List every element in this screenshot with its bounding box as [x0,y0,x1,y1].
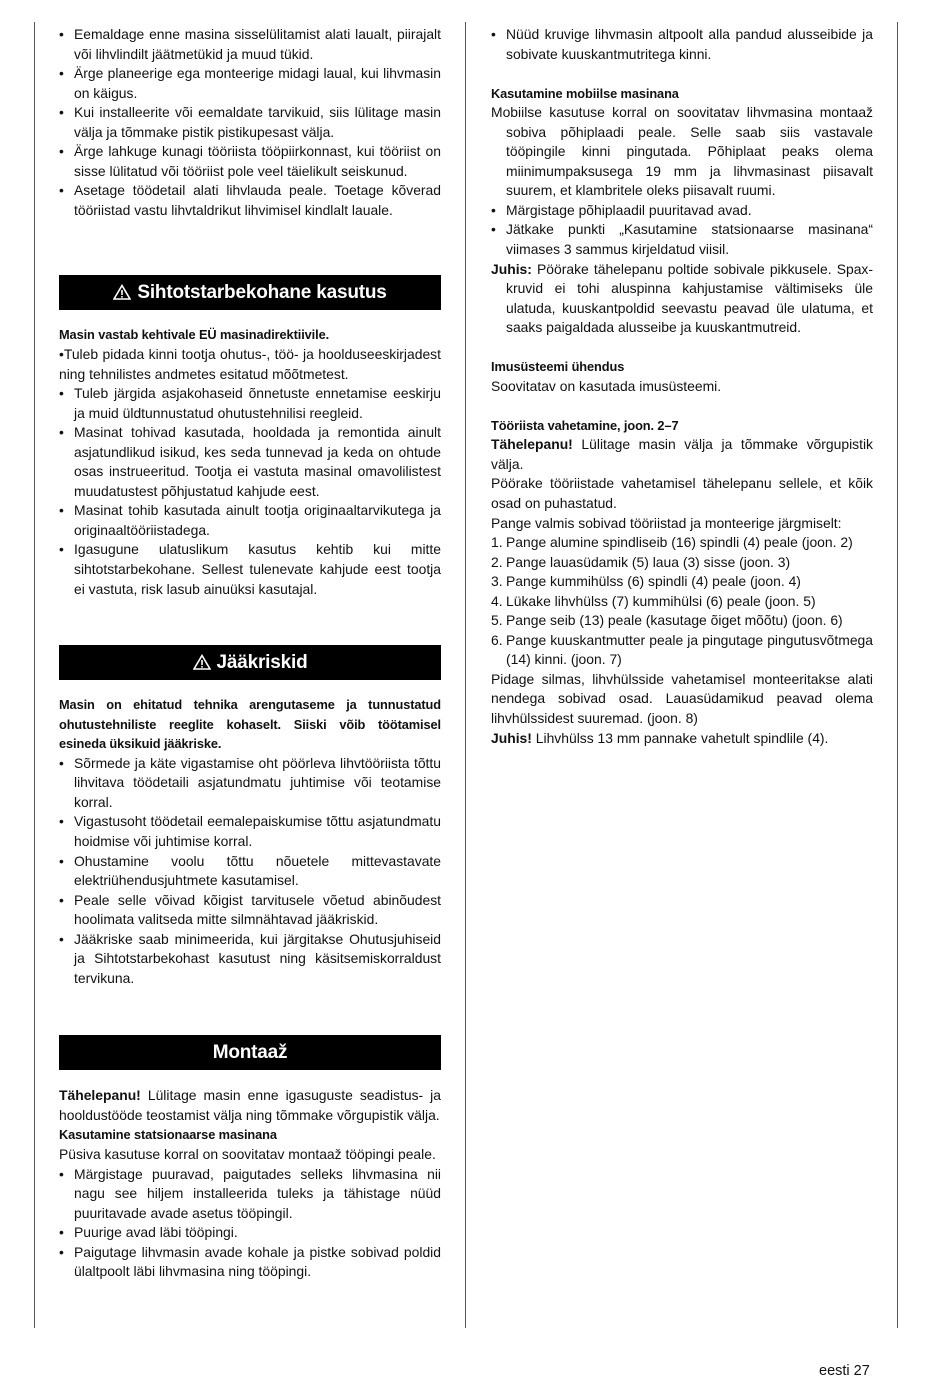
left-column [59,25,441,1282]
hint-label: Juhis! [491,729,532,746]
hint-paragraph [491,729,873,749]
hint-paragraph [491,260,873,338]
list-item: • Märgistage põhiplaadil puuritavad avad. [491,201,873,221]
list-item: • Ärge lahkuge kunagi tööriista tööpiirkonnast, kui tööriist on sisse lülitatud või tööriist pole veel täielikult seiskunud. [59,142,441,181]
right-column [491,25,873,748]
section-banner-residual-risks [59,645,441,680]
attention-label: Tähelepanu! [491,436,573,453]
step-text: Pange lauasüdamik (5) laua (3) sisse (joon. 3) [506,553,791,570]
numbered-step [491,572,873,592]
subheading: Kasutamine statsionaarse masinana [59,1127,277,1143]
section-banner-intended-use [59,275,441,310]
list-item: • Tuleb järgida asjakohaseid õnnetuste ennetamise eeskirju ja muid üldtunnustatud ohutustehnilisi reegleid. [59,384,441,423]
list-item: • Eemaldage enne masina sisselülitamist alati laualt, piirajalt või lihvlindilt jäätmetükid ja muud tükid. [59,25,441,64]
list-item: • Masinat tohib kasutada ainult tootja originaaltarvikutega ja originaaltööriistadega. [59,501,441,540]
list-item: • Sõrmede ja käte vigastamise oht pöörleva lihvtööriista tõttu lihvitava töödetaili asjatundmatu juhtimise või teotamise korral. [59,754,441,813]
numbered-step [491,592,873,612]
step-text: Pange kummihülss (6) spindli (4) peale (joon. 4) [506,573,801,590]
list-item: • Paigutage lihvmasin avade kohale ja pistke sobivad poldid ülaltpoolt läbi lihvmasina ning tööpingi. [59,1243,441,1282]
attention-text: Lülitage masin välja ja tõmmake võrgupistik välja. [491,436,873,472]
list-item: • Igasugune ulatuslikum kasutus kehtib kui mitte sihtotstarbekohane. Sellest tulenevate kahjude eest tootja ei vastuta, risk lasub ainuüksi kasutajal. [59,540,441,599]
subheading: Tööriista vahetamine, joon. 2–7 [491,417,679,433]
step-text: Lükake lihvhülss (7) kummihülsi (6) peale (joon. 5) [506,592,816,609]
step-text: Pange alumine spindliseib (16) spindli (4) peale (joon. 2) [506,534,853,551]
warning-triangle-icon [113,284,131,300]
step-number: 2. [491,553,503,570]
subheading: Masin vastab kehtivale EÜ masinadirektiivile. [59,327,330,343]
section-title: Sihtotstarbekohane kasutus [137,282,387,304]
hint-label: Juhis: [491,260,532,277]
list-item: • Jääkriske saab minimeerida, kui järgitakse Ohutusjuhiseid ja Sihtotstarbekohast kasutust ning käsitsemiskorraldust tervikuna. [59,930,441,989]
section-title: Jääkriskid [216,652,308,674]
list-item: • Ohustamine voolu tõttu nõuetele mittevastavate elektriühendusjuhtmete kasutamisel. [59,852,441,891]
step-number: 5. [491,612,503,629]
paragraph: Püsiva kasutuse korral on soovitatav montaaž tööpingi peale. [59,1145,436,1162]
list-item: • Vigastusoht töödetail eemalepaiskumise tõttu asjatundmatu hoidmise või juhtimise korral. [59,812,441,851]
section-banner-assembly [59,1035,441,1070]
subheading: Kasutamine mobiilse masinana [491,85,679,101]
attention-paragraph [59,1086,441,1125]
paragraph: Pöörake tööriistade vahetamisel tähelepanu sellele, et kõik osad on puhastatud. [491,475,873,511]
hint-text: Pöörake tähelepanu poltide sobivale pikkusele. Spax-kruvid ei tohi aluspinna kahjustamise vältimiseks üle ulatuda, kuuskantpoldid seevastu peavad üle ulatuma, et saaks paigaldada alusseibe ja kuuskantmutreid. [506,260,873,336]
hint-text: Lihvhülss 13 mm pannake vahetult spindlile (4). [531,729,829,746]
list-item: • Puurige avad läbi tööpingi. [59,1223,441,1243]
list-item: • Märgistage puuravad, paigutades selleks lihvmasina nii nagu see hiljem installeerida tuleks ja tähistage nüüd puuritavade avade asetus tööpingil. [59,1165,441,1224]
section-intro: Masin on ehitatud tehnika arengutaseme ja tunnustatud ohutustehniliste reeglite kohaselt. Siiski võib töötamisel esineda üksikuid jääkriske. [59,697,441,752]
list-item: •Tuleb pidada kinni tootja ohutus-, töö- ja hoolduseeskirjadest ning tehnilistes andmetes esitatud mõõtmetest. [59,346,441,382]
paragraph: Pidage silmas, lihvhülsside vahetamisel monteeritakse alati nendega sobivad osad. Lauasüdamikud peavad olema lihvhülssidest suuremad. (joon. 8) [491,670,873,726]
paragraph: Soovitatav on kasutada imusüsteemi. [491,377,722,394]
list-item: • Peale selle võivad kõigist tarvitusele võetud abinõudest hoolimata valitseda mitte silmnähtavad jääkriskid. [59,891,441,930]
list-item: • Masinat tohivad kasutada, hooldada ja remontida ainult asjatundlikud isikud, kes seda tunnevad ja keda on ohtude osas instrueeritud. Tootja ei vastuta masinal omavolilistest muudatustest põhjustatud kahjude eest. [59,423,441,501]
step-number: 6. [491,631,503,648]
step-number: 3. [491,573,503,590]
list-item: • Kui installeerite või eemaldate tarvikuid, siis lülitage masin välja ja tõmmake pistik pistikupesast välja. [59,103,441,142]
attention-paragraph [491,435,873,474]
left-margin-rule [34,22,35,1328]
attention-label: Tähelepanu! [59,1087,141,1104]
numbered-step [491,631,873,670]
paragraph: Pange valmis sobivad tööriistad ja monteerige järgmiselt: [491,514,842,531]
numbered-step [491,553,873,573]
list-item: • Jätkake punkti „Kasutamine statsionaarse masinana“ viimases 3 sammus kirjeldatud viisil. [491,220,873,259]
step-text: Pange seib (13) peale (kasutage õiget mõõtu) (joon. 6) [506,612,843,629]
warning-triangle-icon [193,654,211,670]
numbered-step [491,611,873,631]
step-number: 4. [491,592,503,609]
numbered-step [491,533,873,553]
page-footer: eesti 27 [819,1363,870,1379]
step-number: 1. [491,534,503,551]
right-margin-rule [897,22,898,1328]
step-text: Pange kuuskantmutter peale ja pingutage pingutusvõtmega (14) kinni. (joon. 7) [506,631,873,668]
list-item: • Nüüd kruvige lihvmasin altpoolt alla pandud alusseibide ja sobivate kuuskantmutritega kinni. [491,25,873,64]
column-divider-rule [465,22,466,1328]
list-item: • Ärge planeerige ega monteerige midagi laual, kui lihvmasin on käigus. [59,64,441,103]
paragraph: Mobiilse kasutuse korral on soovitatav lihvmasina montaaž sobiva põhiplaadi peale. Selle saab siis vastavale tööpingile kinni pingutada. Põhiplaat peaks olema miinimumpaksusega 19 mm ja lihvmasinast piisavalt suurem, et klambritele oleks piisavalt ruumi. [491,104,873,199]
list-item: • Asetage töödetail alati lihvlauda peale. Toetage kõverad tööriistad vastu lihvtaldrikut lihvimisel kindlalt lauale. [59,181,441,220]
subheading: Imusüsteemi ühendus [491,359,625,375]
section-title: Montaaž [212,1042,288,1064]
attention-text: Lülitage masin enne igasuguste seadistus- ja hooldustööde teostamist välja ning tõmmake võrgupistik välja. [59,1087,441,1123]
